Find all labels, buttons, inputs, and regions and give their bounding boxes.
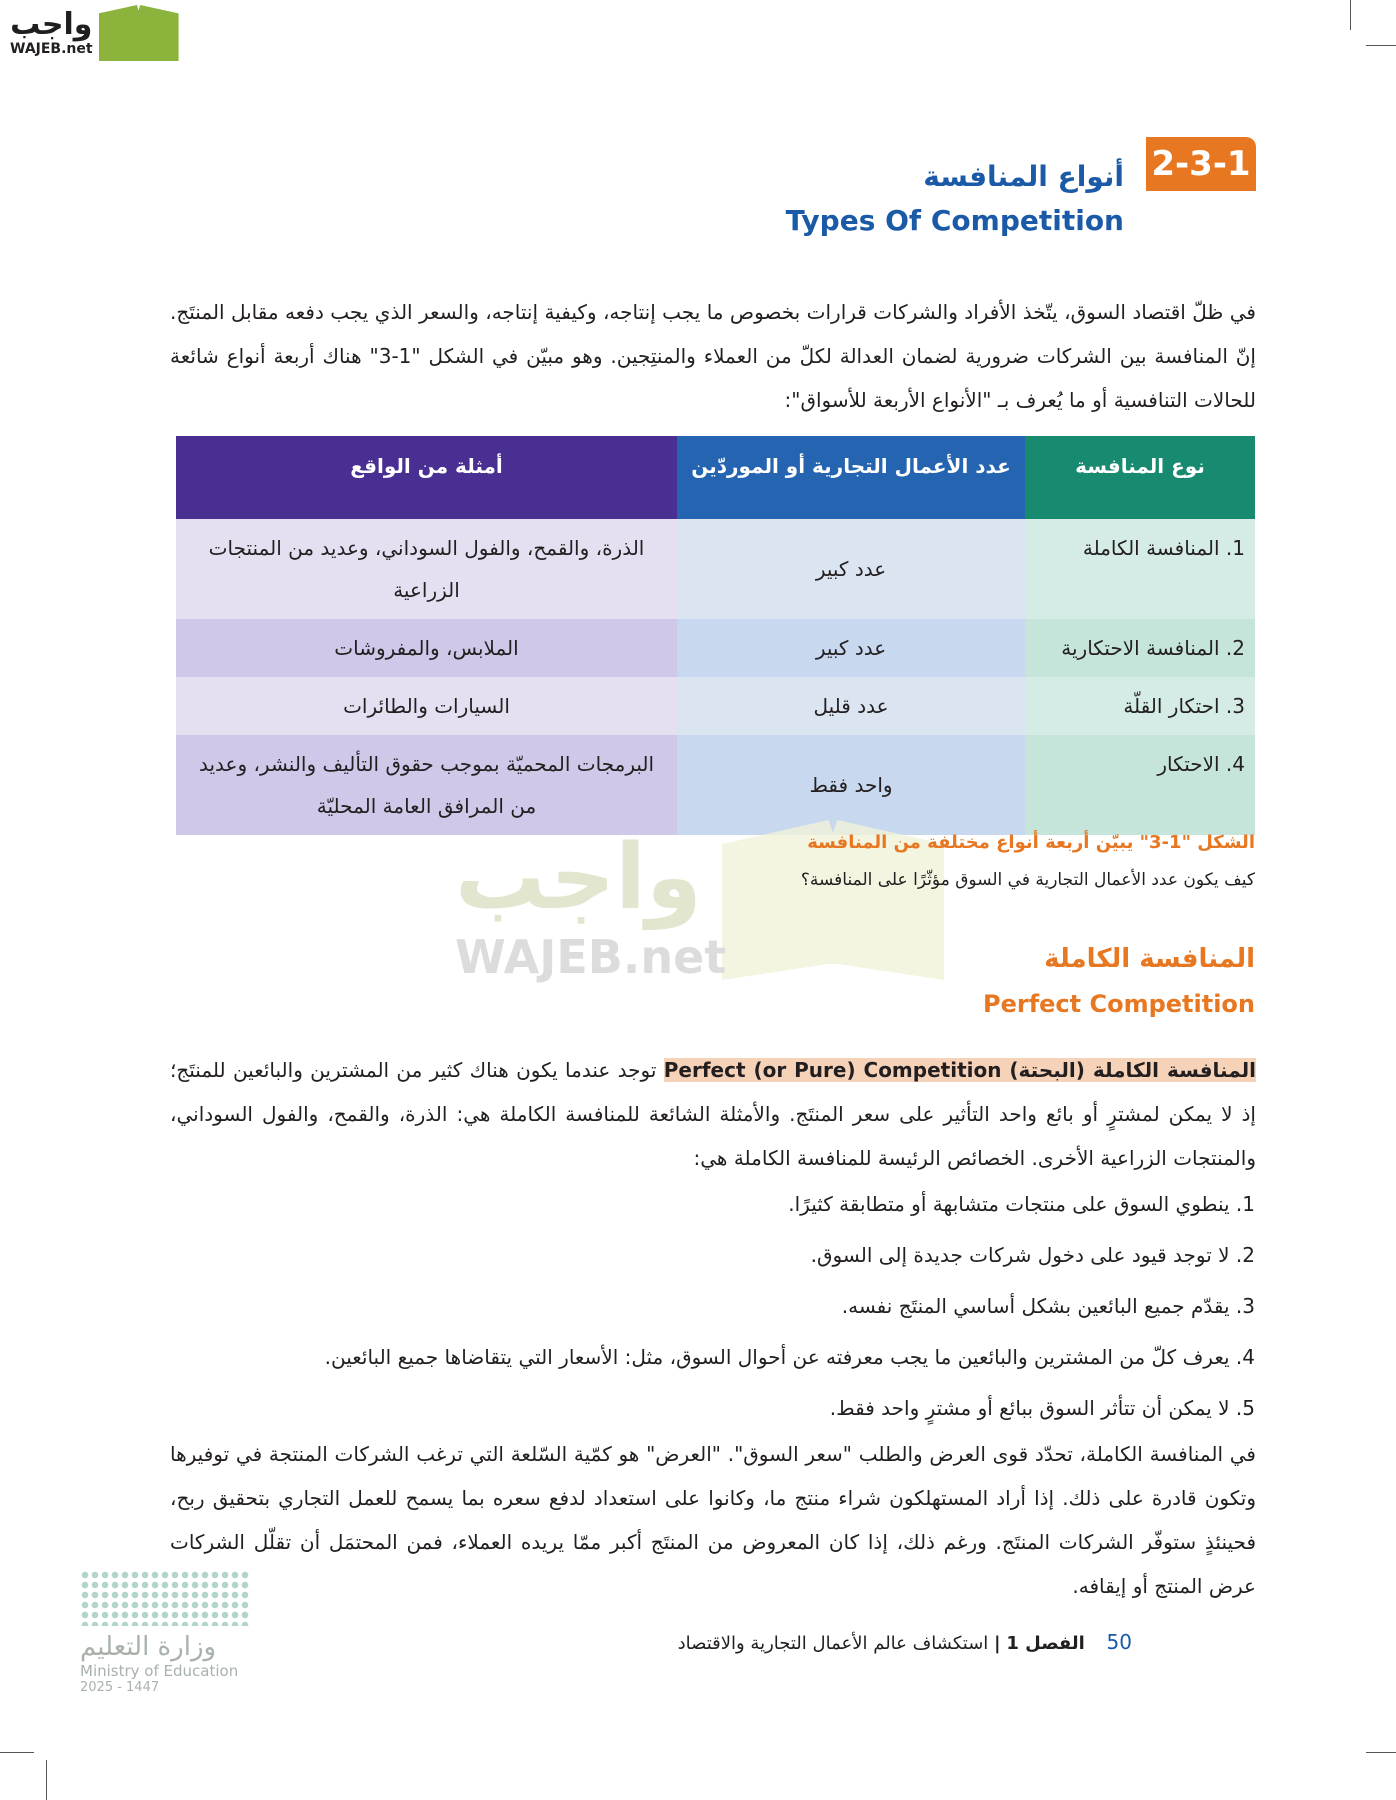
- closing-paragraph: في المنافسة الكاملة، تحدّد قوى العرض والطلب "سعر السوق". "العرض" هو كمّية السّلعة التي ترغب الشركات المنتجة في توفيرها وتكون قادرة على ذلك. إذا أراد المستهلكون شراء منتج ما، وكانوا على استعداد لدفع سعره بما يسمح للعمل التجاري بتحقيق ربح، فحينئذٍ ستوفّر الشركات المنتَج. ورغم ذلك، إذا كان المعروض من المنتَج أكبر ممّا يريده العملاء، فمن المحتمَل أن تقلّل الشركات عرض المنتج أو إيقافه.: [170, 1442, 1256, 1598]
- characteristic-item: 3. يقدّم جميع البائعين بشكل أساسي المنتَج نفسه.: [841, 1294, 1255, 1318]
- ministry-dots-icon: [80, 1570, 250, 1626]
- table-cell: الذرة، والقمح، والفول السوداني، وعديد من المنتجات الزراعية: [176, 519, 677, 619]
- table-row: [176, 677, 1255, 735]
- table-header: نوع المنافسة: [1025, 436, 1255, 519]
- section-number-badge: 2-3-1: [1146, 137, 1256, 191]
- crop-mark: [46, 1760, 47, 1800]
- table-cell: 1. المنافسة الكاملة: [1025, 519, 1255, 619]
- ministry-english: Ministry of Education: [80, 1662, 239, 1680]
- table-cell: عدد كبير: [677, 619, 1025, 677]
- definition-text: توجد عندما يكون هناك كثير من المشترين والبائعين للمنتَج؛ إذ لا يمكن لمشترٍ أو بائع واحد التأثير على سعر المنتَج. والأمثلة الشائعة للمنافسة الكاملة هي: الذرة، والقمح، والفول السوداني، والمنتجات الزراعية الأخرى. الخصائص الرئيسة للمنافسة الكاملة هي:: [170, 1058, 1256, 1170]
- intro-paragraph: في ظلّ اقتصاد السوق، يتّخذ الأفراد والشركات قرارات بخصوص ما يجب إنتاجه، وكيفية إنتاجه، والسعر الذي يجب دفعه مقابل المنتَج. إنّ المنافسة بين الشركات ضرورية لضمان العدالة لكلّ من العملاء والمنتِجين. وهو مبيّن في الشكل "1-3" هناك أربعة أنواع شائعة للحالات التنافسية أو ما يُعرف بـ "الأنواع الأربعة للأسواق":: [170, 300, 1256, 412]
- subsection-title-arabic: المنافسة الكاملة: [1044, 944, 1255, 974]
- characteristic-item: 2. لا توجد قيود على دخول شركات جديدة إلى السوق.: [810, 1243, 1255, 1267]
- page-footer: [678, 1630, 1132, 1654]
- table-row: [176, 735, 1255, 835]
- crop-mark: [1366, 45, 1396, 46]
- crop-mark: [0, 1752, 34, 1753]
- crop-mark: [1366, 1752, 1396, 1753]
- competition-types-table: [176, 436, 1255, 835]
- table-cell: 4. الاحتكار: [1025, 735, 1255, 835]
- table-cell: البرمجات المحميّة بموجب حقوق التأليف والنشر، وعديد من المرافق العامة المحليّة: [176, 735, 677, 835]
- table-cell: عدد كبير: [677, 519, 1025, 619]
- logo-latin: WAJEB.net: [10, 41, 93, 57]
- watermark-latin: WAJEB.net: [455, 930, 727, 984]
- ministry-logo: [80, 1570, 250, 1695]
- table-cell: السيارات والطائرات: [176, 677, 677, 735]
- table-row: [176, 519, 1255, 619]
- term-english: Perfect (or Pure) Competition: [663, 1058, 1002, 1082]
- characteristic-item: 4. يعرف كلّ من المشترين والبائعين ما يجب معرفته عن أحوال السوق، مثل: الأسعار التي يتقاضاها جميع البائعين.: [324, 1345, 1255, 1369]
- book-icon: [99, 5, 179, 61]
- term-highlight: [664, 1058, 1256, 1082]
- section-title-english: Types Of Competition: [785, 204, 1124, 237]
- table-cell: 2. المنافسة الاحتكارية: [1025, 619, 1255, 677]
- crop-mark: [1350, 0, 1351, 30]
- logo-arabic: واجب: [10, 7, 93, 42]
- footer-separator: |: [994, 1633, 1001, 1654]
- table-cell: الملابس، والمفروشات: [176, 619, 677, 677]
- ministry-year: 2025 - 1447: [80, 1680, 160, 1695]
- wajeb-logo: [10, 5, 179, 61]
- chapter-title: استكشاف عالم الأعمال التجارية والاقتصاد: [677, 1633, 989, 1654]
- table-cell: عدد قليل: [677, 677, 1025, 735]
- table-row: [176, 619, 1255, 677]
- figure-caption: الشكل "1-3" يبيّن أربعة أنواع مختلفة من المنافسة: [807, 832, 1255, 853]
- subsection-title-english: Perfect Competition: [982, 990, 1255, 1018]
- section-title-arabic: أنواع المنافسة: [923, 160, 1124, 193]
- watermark-arabic: واجب: [455, 825, 702, 930]
- term-arabic: المنافسة الكاملة (البحتة): [1009, 1058, 1256, 1082]
- characteristic-item: 5. لا يمكن أن تتأثر السوق ببائع أو مشترٍ واحد فقط.: [829, 1396, 1255, 1420]
- characteristic-item: 1. ينطوي السوق على منتجات متشابهة أو متطابقة كثيرًا.: [788, 1192, 1255, 1216]
- figure-question: كيف يكون عدد الأعمال التجارية في السوق مؤثّرًا على المنافسة؟: [800, 870, 1255, 890]
- chapter-label: الفصل 1: [1006, 1633, 1085, 1654]
- table-cell: 3. احتكار القلّة: [1025, 677, 1255, 735]
- table-header: أمثلة من الواقع: [176, 436, 677, 519]
- table-header: عدد الأعمال التجارية أو الموردّين: [677, 436, 1025, 519]
- ministry-arabic: وزارة التعليم: [80, 1632, 217, 1662]
- table-cell: واحد فقط: [677, 735, 1025, 835]
- perfect-definition: [170, 1048, 1256, 1180]
- page-number: 50: [1106, 1630, 1132, 1654]
